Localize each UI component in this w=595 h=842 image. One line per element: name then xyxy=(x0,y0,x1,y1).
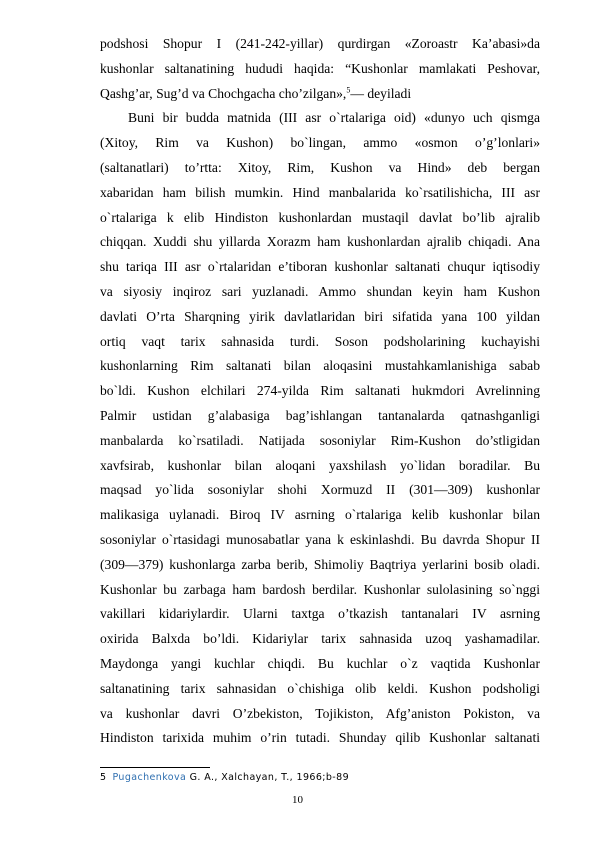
text-line-tail: — deyiladi xyxy=(350,85,412,101)
text-line: kushonlarning Rim saltanati bilan aloqasini mustahkamlanishiga sabab xyxy=(100,358,540,374)
text-line: xavfsirab, kushonlar bilan aloqani yaxshilash yo`lidan boradilar. Bu xyxy=(100,457,540,473)
text-line: ortiq vaqt tarix sahnasida turdi. Soson podsholarining kuchayishi xyxy=(100,333,540,349)
text-line: manbalarda ko`rsatiladi. Natijada sosoniylar Rim-Kushon do’stligidan xyxy=(100,432,540,448)
page-number: 10 xyxy=(292,794,303,806)
text-line: saltanatining tarix sahnasidan o`chishiga olib keldi. Kushon podsholigi xyxy=(100,680,540,696)
text-line: vakillari kidariylardir. Ularni taxtga o’tkazish tantanalari IV asrning xyxy=(100,606,540,622)
text-line: bo`ldi. Kushon elchilari 274-yilda Rim saltanati hukmdori Avrelinning xyxy=(100,383,540,399)
text-line: podshosi Shopur I (241-242-yillar) qurdirgan «Zoroastr Ka’abasi»da xyxy=(100,36,540,51)
text-line: xabaridan ham bilish mumkin. Hind manbalarida ko`rsatilishicha, III asr xyxy=(100,184,540,200)
text-line: Kushonlar bu zarbaga ham bardosh berdilar. Kushonlar sulolasining so`nggi xyxy=(100,581,540,597)
footnote-number: 5 xyxy=(100,772,107,783)
text-line: Palmir ustidan g’alabasiga bag’ishlangan tantanalarda qatnashganligi xyxy=(100,407,540,423)
footnote-citation: G. A., Xalchayan, T., 1966;b-89 xyxy=(186,772,350,783)
text-line xyxy=(100,82,540,107)
footnote-separator xyxy=(100,767,210,768)
text-line: chiqqan. Xuddi shu yillarda Xorazm ham kushonlardan ajralib chiqadi. Ana xyxy=(100,234,540,250)
text-line: sosoniylar o`rtasidagi munosabatlar yana k eskinlashdi. Bu davrda Shopur II xyxy=(100,531,540,547)
text-line: Hindiston tarixida muhim o’rin tutadi. Shunday qilib Kushonlar saltanati xyxy=(100,730,540,746)
text-line: kushonlar saltanatining hududi haqida: “Kushonlar mamlakati Peshovar, xyxy=(100,60,540,76)
text-line: o`rtalariga k elib Hindiston kushonlardan mustaqil davlat bo’lib ajralib xyxy=(100,209,540,225)
text-line: davlati O’rta Sharqning yirik davlatlaridan biri sifatida yana 100 yildan xyxy=(100,308,540,324)
text-line: (Xitoy, Rim va Kushon) bo`lingan, ammo «osmon o’g’lonlari» xyxy=(100,135,540,151)
text-line: va kushonlar davri O’zbekiston, Tojikiston, Afg’aniston Pokiston, va xyxy=(100,705,540,721)
text-line: va siyosiy inqiroz sari yuzlanadi. Ammo shundan keyin ham Kushon xyxy=(100,283,540,299)
text-line: shu tariqa III asr o`rtalaridan e’tiboran kushonlar saltanati chuqur iqtisodiy xyxy=(100,259,540,275)
text-line-content: Qashg’ar, Sug’d va Chochgacha cho’zilgan», xyxy=(100,85,347,101)
footnote-reference[interactable]: 5 xyxy=(346,85,351,95)
text-line: maqsad yo`lida sosoniylar shohi Xormuzd II (301—309) kushonlar xyxy=(100,482,540,498)
text-line: Maydonga yangi kuchlar chiqdi. Bu kuchlar o`z vaqtida Kushonlar xyxy=(100,655,540,671)
footnote-author-link[interactable]: Pugachenkova xyxy=(112,772,187,783)
footnote xyxy=(100,772,349,783)
text-line: (saltanatlari) to’rtta: Xitoy, Rim, Kushon va Hind» deb bergan xyxy=(100,159,540,175)
body-text xyxy=(100,32,540,751)
text-line: malikasiga uylanadi. Biroq IV asrning o`rtalariga kelib kushonlar bilan xyxy=(100,507,540,523)
text-line: oxirida Balxda bo’ldi. Kidariylar tarix sahnasida uzoq yashamadilar. xyxy=(100,631,540,647)
text-line: (309—379) kushonlarga zarba berib, Shimoliy Baqtriya yerlarini bosib oladi. xyxy=(100,556,540,572)
text-line: Buni bir budda matnida (III asr o`rtalariga oid) «dunyo uch qismga xyxy=(128,110,540,126)
